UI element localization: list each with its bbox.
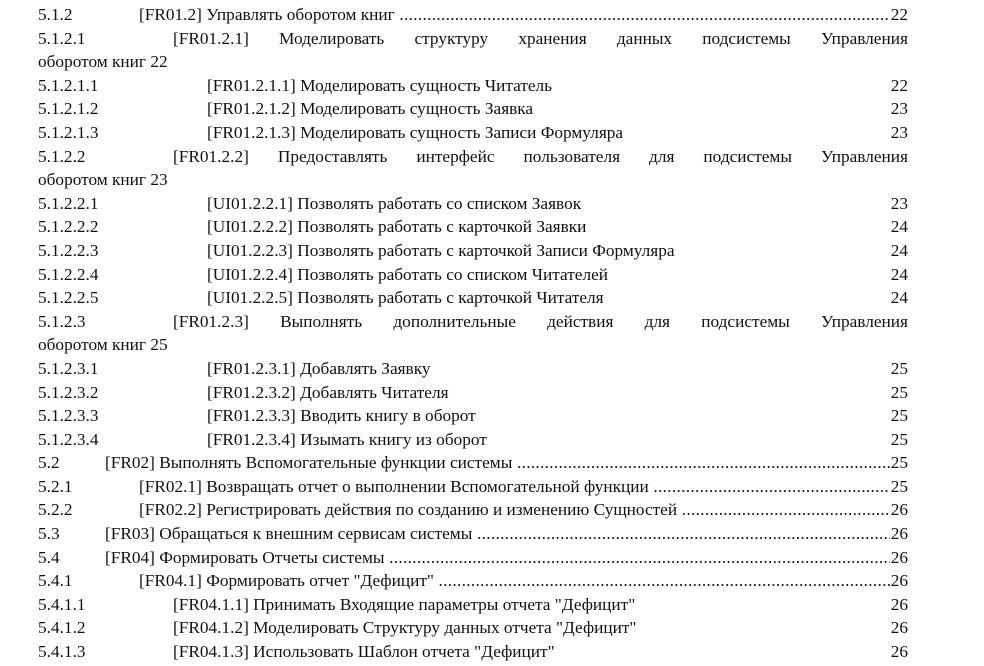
toc-entry-title: [UI01.2.2.2] Позволять работать с карточкой Заявки <box>207 217 587 237</box>
toc-entry-page: 24 <box>890 215 908 239</box>
toc-entry-title: [FR04.1.2] Моделировать Структуру данных отчета "Дефицит" <box>173 618 637 638</box>
toc-entry[interactable] <box>38 3 908 27</box>
toc-entry-title: [UI01.2.2.4] Позволять работать со списком Читателей <box>207 264 608 284</box>
toc-entry-title: [FR04] Формировать Отчеты системы ..... <box>105 546 908 570</box>
toc-entry-title: [FR02.2] Регистрировать действия по созданию и изменению Сущностей ..... <box>139 498 908 522</box>
title-word: Предоставлять <box>277 146 388 166</box>
toc-entry-number: 5.1.2.3.2 <box>38 382 99 402</box>
toc-entry[interactable] <box>38 97 908 121</box>
toc-entry[interactable] <box>38 27 908 74</box>
toc-entry-number: 5.2 <box>38 453 60 473</box>
title-word: Управления <box>820 28 908 48</box>
toc-entry-page: 25 <box>890 451 908 475</box>
toc-entry[interactable] <box>38 215 908 239</box>
title-word: хранения <box>518 28 587 48</box>
toc-entry-title: [FR01.2.3.3] Вводить книгу в оборот <box>207 406 476 426</box>
toc-entry-title: [FR01.2.1.3] Моделировать сущность Записи Формуляра <box>207 122 624 142</box>
toc-entry[interactable] <box>38 593 908 617</box>
toc-entry-page: 26 <box>890 569 908 593</box>
toc-entry-number: 5.4.1.2 <box>38 618 86 638</box>
toc-entry-number: 5.4.1.1 <box>38 594 86 614</box>
toc-entry[interactable] <box>38 145 908 192</box>
toc-entry-page: 22 <box>890 3 908 27</box>
toc-entry-title <box>173 27 908 51</box>
toc-entry-number: 5.1.2.3.4 <box>38 429 99 449</box>
toc-entry[interactable] <box>38 263 908 287</box>
toc-entry-page: 25 <box>890 428 908 452</box>
toc-entry-number: 5.1.2.2.1 <box>38 193 99 213</box>
toc-entry[interactable] <box>38 239 908 263</box>
toc-entry-title: [FR04.1.1] Принимать Входящие параметры отчета "Дефицит" <box>173 594 636 614</box>
toc-entry-number: 5.1.2.1.3 <box>38 122 99 142</box>
toc-entry-page: 25 <box>890 475 908 499</box>
title-word: для <box>644 311 671 331</box>
toc-entry[interactable] <box>38 121 908 145</box>
toc-entry-number: 5.1.2.1.1 <box>38 75 99 95</box>
table-of-contents <box>38 3 908 664</box>
title-word: Моделировать <box>279 28 385 48</box>
toc-entry-page: 25 <box>890 404 908 428</box>
toc-entry[interactable] <box>38 74 908 98</box>
toc-entry[interactable] <box>38 451 908 475</box>
toc-entry-page: 26 <box>890 522 908 546</box>
toc-entry[interactable] <box>38 640 908 664</box>
toc-entry[interactable] <box>38 286 908 310</box>
toc-entry-title: [FR01.2.1.1] Моделировать сущность Читатель <box>207 75 553 95</box>
title-word: [FR01.2.3] <box>173 311 249 331</box>
toc-entry[interactable] <box>38 569 908 593</box>
title-word: Управления <box>821 311 908 331</box>
toc-entry-page: 25 <box>890 381 908 405</box>
title-word: Управления <box>820 146 908 166</box>
toc-entry-page: 26 <box>890 640 908 664</box>
toc-entry-title: [FR01.2.3.2] Добавлять Читателя <box>207 382 449 402</box>
title-word: интерфейс <box>416 146 495 166</box>
toc-entry-number: 5.1.2.3.3 <box>38 406 99 426</box>
title-word: пользователя <box>523 146 621 166</box>
toc-entry-title: [UI01.2.2.5] Позволять работать с карточкой Читателя <box>207 288 604 308</box>
toc-entry-number: 5.1.2 <box>38 5 73 24</box>
toc-entry-title-continuation: оборотом книг 22 <box>38 52 168 72</box>
toc-entry-number: 5.1.2.2.4 <box>38 264 99 284</box>
title-word: структуру <box>414 28 489 48</box>
toc-entry-number: 5.4 <box>38 547 60 567</box>
title-word: дополнительные <box>393 311 516 331</box>
toc-entry-number: 5.1.2.1.2 <box>38 99 99 119</box>
toc-entry-title-continuation: оборотом книг 23 <box>38 170 168 190</box>
toc-entry-page: 24 <box>890 286 908 310</box>
title-word: [FR01.2.2] <box>173 146 249 166</box>
title-word: подсистемы <box>702 28 791 48</box>
toc-entry-title: [FR01.2] Управлять оборотом книг ..... <box>139 3 908 27</box>
toc-entry[interactable] <box>38 404 908 428</box>
toc-entry[interactable] <box>38 192 908 216</box>
toc-entry-title-continuation: оборотом книг 25 <box>38 335 168 355</box>
title-word: данных <box>616 28 673 48</box>
title-word: Выполнять <box>280 311 363 331</box>
toc-entry-title: [UI01.2.2.3] Позволять работать с карточкой Записи Формуляра <box>207 240 675 260</box>
toc-entry[interactable] <box>38 522 908 546</box>
toc-entry[interactable] <box>38 546 908 570</box>
toc-entry-page: 22 <box>890 74 908 98</box>
toc-entry-title: [FR01.2.1.2] Моделировать сущность Заявка <box>207 99 534 119</box>
toc-entry-title: [FR02.1] Возвращать отчет о выполнении Вспомогательной функции ..... <box>139 475 908 499</box>
title-word: действия <box>547 311 614 331</box>
toc-entry-page: 23 <box>890 192 908 216</box>
title-word: подсистемы <box>701 311 790 331</box>
title-word: [FR01.2.1] <box>173 28 249 48</box>
toc-entry-number: 5.1.2.2.2 <box>38 217 99 237</box>
toc-entry-title <box>173 310 908 334</box>
toc-entry-title: [UI01.2.2.1] Позволять работать со списком Заявок <box>207 193 582 213</box>
toc-entry-page: 26 <box>890 498 908 522</box>
toc-entry-page: 26 <box>890 616 908 640</box>
toc-entry-title: [FR04.1.3] Использовать Шаблон отчета "Дефицит" <box>173 642 555 662</box>
title-word: для <box>649 146 675 166</box>
title-word: подсистемы <box>703 146 792 166</box>
toc-entry[interactable] <box>38 498 908 522</box>
toc-entry[interactable] <box>38 616 908 640</box>
toc-entry-title: [FR02] Выполнять Вспомогательные функции системы ..... <box>105 451 908 475</box>
toc-entry-page: 24 <box>890 263 908 287</box>
toc-entry-number: 5.1.2.3 <box>38 311 86 331</box>
toc-entry-page: 24 <box>890 239 908 263</box>
toc-entry-page: 23 <box>890 97 908 121</box>
toc-entry-title: [FR01.2.3.1] Добавлять Заявку <box>207 358 431 378</box>
toc-entry-number: 5.3 <box>38 524 60 544</box>
toc-entry[interactable] <box>38 475 908 499</box>
toc-entry-number: 5.2.1 <box>38 476 73 496</box>
toc-entry-number: 5.1.2.2.5 <box>38 288 99 308</box>
toc-entry-title: [FR01.2.3.4] Изымать книгу из оборот <box>207 429 487 449</box>
toc-entry[interactable] <box>38 310 908 357</box>
toc-entry-number: 5.1.2.2 <box>38 146 86 166</box>
toc-entry-number: 5.2.2 <box>38 500 73 520</box>
toc-entry-page: 26 <box>890 546 908 570</box>
toc-entry-title: [FR04.1] Формировать отчет "Дефицит" ..... <box>139 569 908 593</box>
toc-entry-title: [FR03] Обращаться к внешним сервисам системы ..... <box>105 522 908 546</box>
toc-entry-number: 5.4.1.3 <box>38 642 86 662</box>
toc-entry[interactable] <box>38 381 908 405</box>
toc-entry-number: 5.1.2.1 <box>38 28 86 48</box>
toc-entry[interactable] <box>38 428 908 452</box>
toc-entry-page: 26 <box>890 593 908 617</box>
toc-entry-title <box>173 145 908 169</box>
toc-entry-number: 5.1.2.3.1 <box>38 358 99 378</box>
toc-entry-number: 5.1.2.2.3 <box>38 240 99 260</box>
toc-entry-page: 25 <box>890 357 908 381</box>
toc-entry[interactable] <box>38 357 908 381</box>
toc-entry-page: 23 <box>890 121 908 145</box>
toc-entry-number: 5.4.1 <box>38 571 73 591</box>
